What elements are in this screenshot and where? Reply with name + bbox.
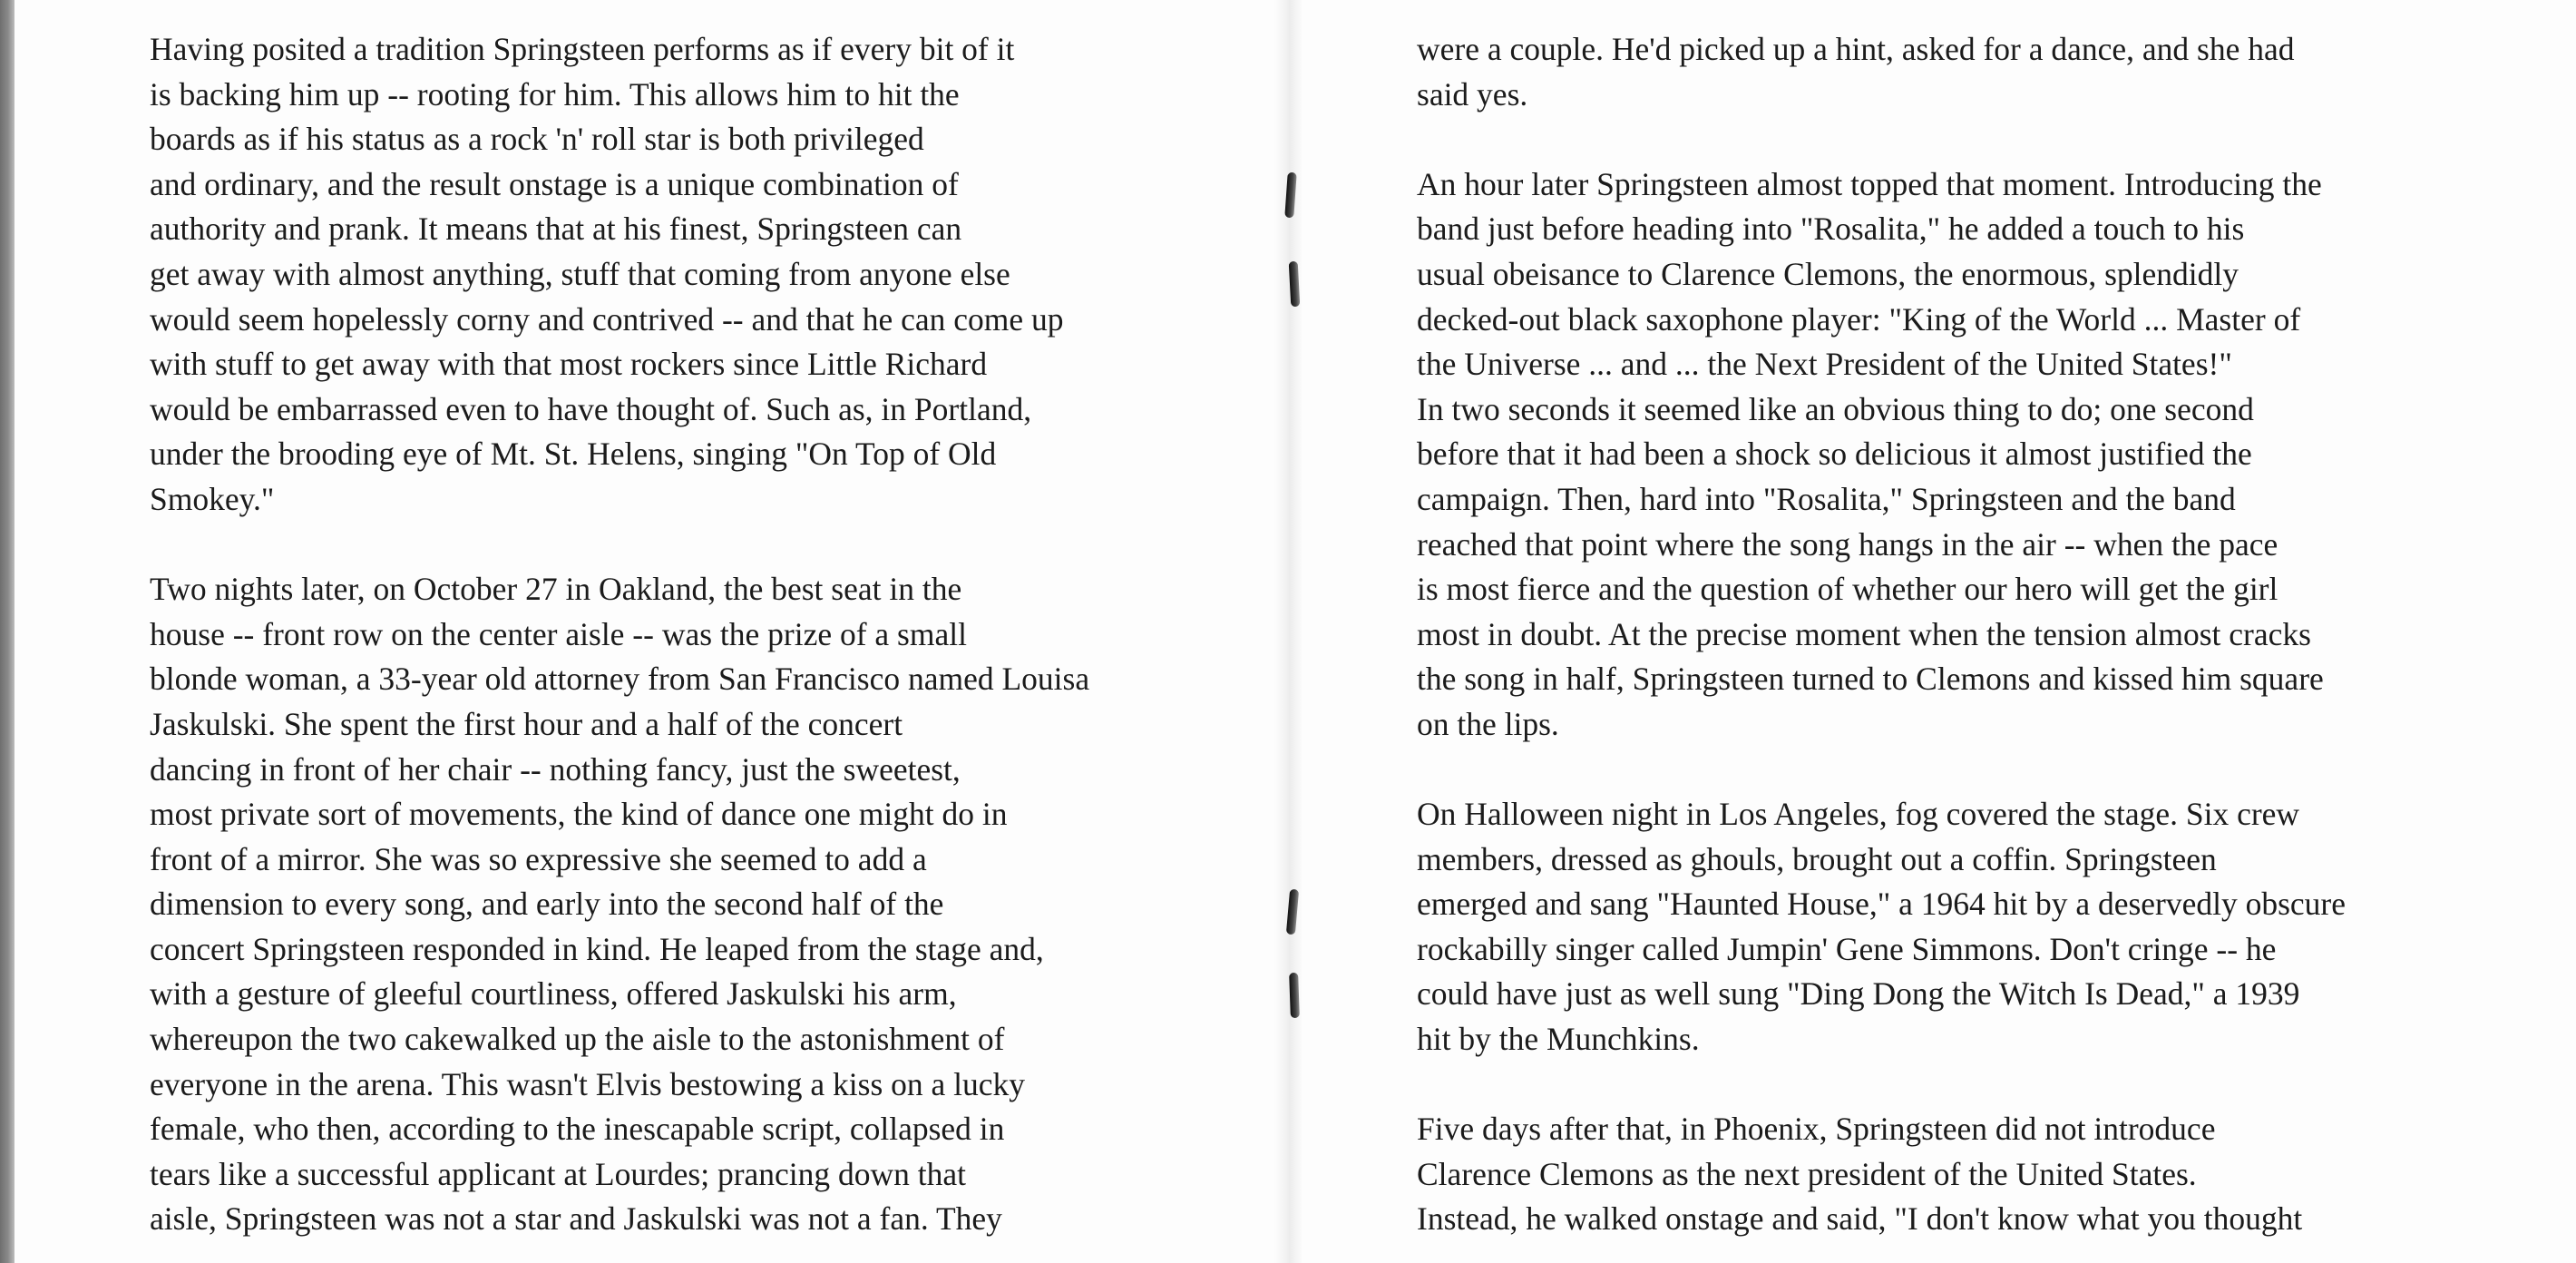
text-line: Having posited a tradition Springsteen performs as if every bit of it xyxy=(150,31,1015,67)
text-line: dimension to every song, and early into the second half of the xyxy=(150,886,944,923)
text-line: usual obeisance to Clarence Clemons, the enormous, splendidly xyxy=(1417,255,2239,292)
text-line: tears like a successful applicant at Lourdes; prancing down that xyxy=(150,1155,967,1192)
text-line: the Universe ... and ... the Next President of the United States!" xyxy=(1417,346,2232,383)
text-line: said yes. xyxy=(1417,75,1528,113)
text-line: emerged and sang "Haunted House," a 1964 hit by a deservedly obscure xyxy=(1417,886,2347,923)
text-line: hit by the Munchkins. xyxy=(1417,1021,1700,1058)
text-line: dancing in front of her chair -- nothing fancy, just the sweetest, xyxy=(150,750,961,788)
text-line: Clarence Clemons as the next president of the United States. xyxy=(1417,1155,2197,1192)
text-line: and ordinary, and the result onstage is a unique combination of xyxy=(150,165,959,202)
text-line: members, dressed as ghouls, brought out a coffin. Springsteen xyxy=(1417,840,2217,877)
text-line: could have just as well sung "Ding Dong the Witch Is Dead," a 1939 xyxy=(1417,975,2300,1013)
text-line: Five days after that, in Phoenix, Springsteen did not introduce xyxy=(1417,1111,2216,1148)
text-line: decked-out black saxophone player: "King of the World ... Master of xyxy=(1417,300,2301,338)
text-line: is most fierce and the question of whether our hero will get the girl xyxy=(1417,571,2278,608)
text-line: blonde woman, a 33-year old attorney from San Francisco named Louisa xyxy=(150,661,1090,698)
text-line: with a gesture of gleeful courtliness, offered Jaskulski his arm, xyxy=(150,975,957,1013)
paragraph xyxy=(1417,162,2551,748)
right-page-text xyxy=(1417,27,2551,1242)
paragraph-gap xyxy=(1417,117,2551,162)
text-line: boards as if his status as a rock 'n' roll star is both privileged xyxy=(150,121,924,158)
text-line: most private sort of movements, the kind of dance one might do in xyxy=(150,796,1008,833)
text-line: Jaskulski. She spent the first hour and a half of the concert xyxy=(150,705,903,742)
text-line: under the brooding eye of Mt. St. Helens, singing "On Top of Old xyxy=(150,436,997,473)
paragraph xyxy=(1417,1107,2551,1242)
left-page-text xyxy=(150,27,1252,1242)
paragraph-gap xyxy=(150,523,1252,568)
paragraph xyxy=(150,27,1252,523)
paragraph-gap xyxy=(1417,748,2551,793)
text-line: house -- front row on the center aisle -- was the prize of a small xyxy=(150,615,967,652)
text-line: get away with almost anything, stuff that coming from anyone else xyxy=(150,255,1010,292)
text-line: rockabilly singer called Jumpin' Gene Simmons. Don't cringe -- he xyxy=(1417,930,2277,967)
text-line: is backing him up -- rooting for him. This allows him to hit the xyxy=(150,75,960,113)
paragraph xyxy=(150,567,1252,1242)
text-line: reached that point where the song hangs in the air -- when the pace xyxy=(1417,525,2278,563)
paragraph xyxy=(1417,27,2551,117)
text-line: everyone in the arena. This wasn't Elvis bestowing a kiss on a lucky xyxy=(150,1065,1026,1102)
text-line: on the lips. xyxy=(1417,705,1559,742)
text-line: In two seconds it seemed like an obvious thing to do; one second xyxy=(1417,390,2254,427)
paragraph-gap xyxy=(1417,1062,2551,1108)
text-line: campaign. Then, hard into "Rosalita," Springsteen and the band xyxy=(1417,480,2236,517)
text-line: before that it had been a shock so delicious it almost justified the xyxy=(1417,436,2252,473)
text-line: Smokey." xyxy=(150,480,275,517)
text-line: would seem hopelessly corny and contrived -- and that he can come up xyxy=(150,300,1064,338)
text-line: most in doubt. At the precise moment when the tension almost cracks xyxy=(1417,615,2311,652)
text-line: band just before heading into "Rosalita," he added a touch to his xyxy=(1417,210,2245,248)
text-line: Two nights later, on October 27 in Oakland, the best seat in the xyxy=(150,571,962,608)
text-line: concert Springsteen responded in kind. He leaped from the stage and, xyxy=(150,930,1044,967)
staple-mark xyxy=(1289,973,1300,1018)
text-line: were a couple. He'd picked up a hint, asked for a dance, and she had xyxy=(1417,31,2295,67)
text-line: aisle, Springsteen was not a star and Jaskulski was not a fan. They xyxy=(150,1200,1002,1238)
paragraph xyxy=(1417,792,2551,1062)
text-line: with stuff to get away with that most rockers since Little Richard xyxy=(150,346,988,383)
text-line: Instead, he walked onstage and said, "I don't know what you thought xyxy=(1417,1200,2303,1238)
text-line: On Halloween night in Los Angeles, fog covered the stage. Six crew xyxy=(1417,796,2300,833)
text-line: authority and prank. It means that at his finest, Springsteen can xyxy=(150,210,962,248)
left-page-edge-shadow xyxy=(0,0,15,1263)
text-line: would be embarrassed even to have thought of. Such as, in Portland, xyxy=(150,390,1032,427)
text-line: the song in half, Springsteen turned to Clemons and kissed him square xyxy=(1417,661,2324,698)
text-line: whereupon the two cakewalked up the aisle to the astonishment of xyxy=(150,1021,1005,1058)
text-line: An hour later Springsteen almost topped that moment. Introducing the xyxy=(1417,165,2322,202)
text-line: female, who then, according to the inescapable script, collapsed in xyxy=(150,1111,1005,1148)
text-line: front of a mirror. She was so expressive she seemed to add a xyxy=(150,840,927,877)
